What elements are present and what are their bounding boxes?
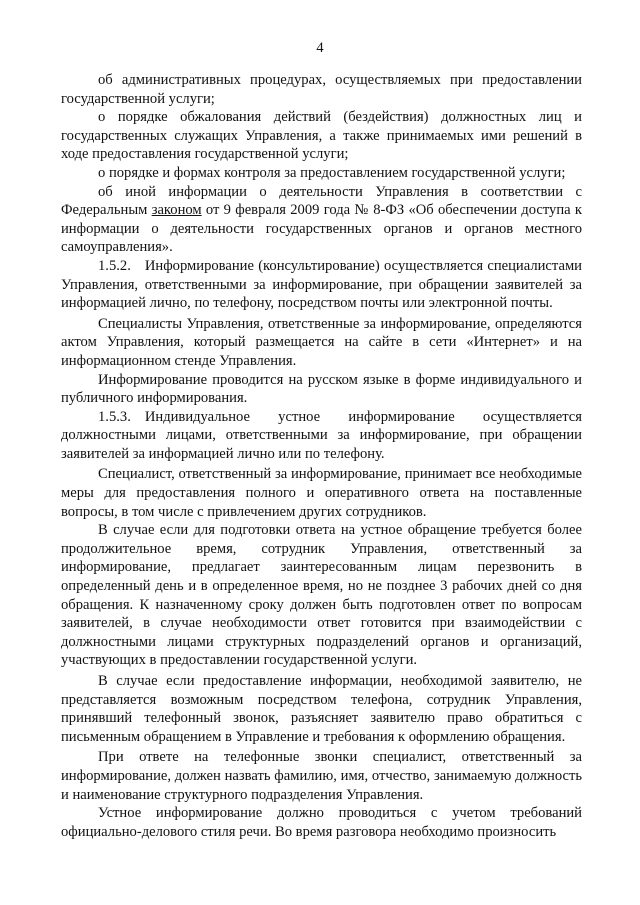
document-body [61, 71, 582, 841]
para-1-5-2 [61, 257, 582, 313]
para-specialist-measures: Специалист, ответственный за информирование, принимает все необходимые меры для предоставления полного и оперативного ответа на поставленные вопросы, в том числе с привлечением других сотрудников. [61, 466, 582, 520]
para-1-5-2-text: Информирование (консультирование) осуществляется специалистами Управления, ответственными за информирование, при обращении заявителей за информацией лично, по телефону, посредством почты или электронной почты. [61, 257, 582, 312]
para-1-5-3 [61, 408, 582, 464]
para-appeal-procedure: о порядке обжалования действий (бездействия) должностных лиц и государственных служащих Управления, а также принимаемых ими решений в ходе предоставления государственной услуги; [61, 109, 582, 163]
para-control-forms: о порядке и формах контроля за предоставлением государственной услуги; [98, 164, 566, 181]
para-1-5-3-text: Индивидуальное устное информирование осуществляется должностными лицами, ответственными за информирование, при обращении заявителей за информацией лично или по телефону. [61, 408, 582, 462]
para-longer-preparation: В случае если для подготовки ответа на устное обращение требуется более продолжительное время, сотрудник Управления, ответственный за информирование, предлагает заинтересованным лицам перезвонить в определенный день и в определенное время, но не позднее 3 рабочих дней со дня обращения. К назначенному сроку должен быть подготовлен ответ по вопросам заявителей, в случае необходимости ответ готовится при взаимодействии с должностными лицами структурных подразделений органов и организаций, участвующих в предоставлении государственной услуги. [61, 522, 582, 669]
para-phone-answer: При ответе на телефонные звонки специалист, ответственный за информирование, должен назвать фамилию, имя, отчество, занимаемую должность и наименование структурного подразделения Управления. [61, 749, 582, 803]
section-number-1-5-3: 1.5.3. [98, 408, 131, 425]
para-language: Информирование проводится на русском языке в форме индивидуального и публичного информирования. [61, 371, 582, 407]
para-admin-procedures: об административных процедурах, осуществляемых при предоставлении государственной услуги; [61, 72, 582, 107]
para-specialists: Специалисты Управления, ответственные за информирование, определяются актом Управления, который размещается на сайте в сети «Интернет» и на информационном стенде Управления. [61, 315, 582, 369]
para-other-info [61, 183, 582, 257]
section-number-1-5-2: 1.5.2. [98, 257, 131, 274]
page-number: 4 [316, 40, 324, 56]
para-phone-impossible: В случае если предоставление информации, необходимой заявителю, не представляется возможным посредством телефона, сотрудник Управления, принявший телефонный звонок, разъясняет заявителю право обратиться с письменным обращением в Управление и требования к оформлению обращения. [61, 673, 582, 745]
law-link[interactable]: законом [151, 202, 202, 219]
para-other-info-text-before: об иной информации о деятельности Управления в соответствии с Федеральным [61, 183, 582, 219]
para-official-style: Устное информирование должно проводиться с учетом требований официально-делового стиля речи. Во время разговора необходимо произносить [61, 805, 582, 840]
para-other-info-text-after: от 9 февраля 2009 года № 8-ФЗ «Об обеспечении доступа к информации о деятельности государственных органов и органов местного самоуправления». [61, 202, 582, 256]
